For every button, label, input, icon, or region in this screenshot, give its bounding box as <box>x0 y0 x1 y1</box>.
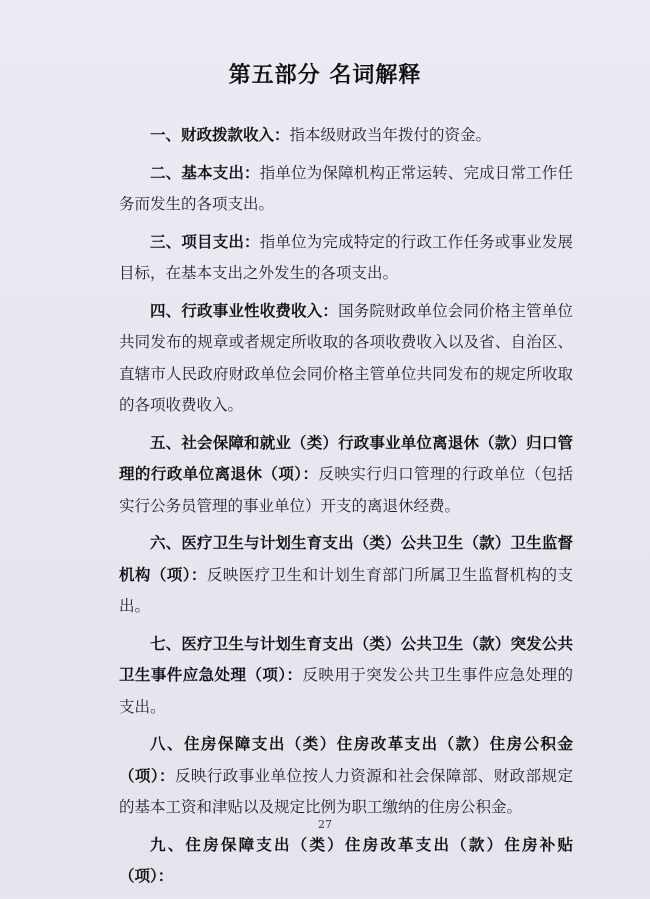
glossary-definition: 指本级财政当年拨付的资金。 <box>289 126 492 144</box>
glossary-definition: 反映用于突发公共卫生事件应急处理的支出。 <box>119 666 573 716</box>
glossary-definition: 国务院财政单位会同价格主管单位共同发布的规章或者规定所收取的各项收费收入以及省、自治区、直辖市人民政府财政单位会同价格主管单位共同发布的规定所收取的各项收费收入。 <box>119 301 573 414</box>
glossary-term: 八、住房保障支出（类）住房改革支出（款）住房公积金（项）： <box>119 735 573 785</box>
glossary-item <box>119 428 573 523</box>
glossary-term: 一、财政拨款收入： <box>150 126 290 144</box>
glossary-term: 二、基本支出： <box>150 163 260 182</box>
glossary-content <box>119 120 573 899</box>
page-number: 27 <box>318 818 332 831</box>
glossary-term: 三、项目支出： <box>150 232 260 251</box>
glossary-item <box>119 296 573 422</box>
glossary-definition: 反映实行归口管理的行政单位（包括实行公务员管理的事业单位）开支的离退休经费。 <box>119 465 573 515</box>
glossary-term: 七、医疗卫生与计划生育支出（类）公共卫生（款）突发公共卫生事件应急处理（项）： <box>119 634 573 684</box>
glossary-definition: 指单位为保障机构正常运转、完成日常工作任务而发生的各项支出。 <box>119 163 573 213</box>
glossary-item <box>119 729 573 824</box>
glossary-item <box>119 830 573 893</box>
glossary-term: 四、行政事业性收费收入： <box>150 301 339 320</box>
glossary-item <box>119 528 573 623</box>
glossary-item <box>119 227 573 290</box>
glossary-item <box>119 158 573 221</box>
glossary-item <box>119 120 573 152</box>
page-title: 第五部分 名词解释 <box>228 63 422 88</box>
glossary-definition: 指单位为完成特定的行政工作任务或事业发展目标，在基本支出之外发生的各项支出。 <box>119 232 573 282</box>
glossary-term: 九、住房保障支出（类）住房改革支出（款）住房补贴（项）： <box>119 835 573 885</box>
glossary-item <box>119 629 573 724</box>
glossary-definition: 反映医疗卫生和计划生育部门所属卫生监督机构的支出。 <box>119 565 573 615</box>
glossary-term: 五、社会保障和就业（类）行政事业单位离退休（款）归口管理的行政单位离退休（项）： <box>119 433 573 483</box>
glossary-definition: 反映行政事业单位按人力资源和社会保障部、财政部规定的基本工资和津贴以及规定比例为职工缴纳的住房公积金。 <box>119 766 573 816</box>
glossary-term: 六、医疗卫生与计划生育支出（类）公共卫生（款）卫生监督机构（项）： <box>119 534 573 584</box>
